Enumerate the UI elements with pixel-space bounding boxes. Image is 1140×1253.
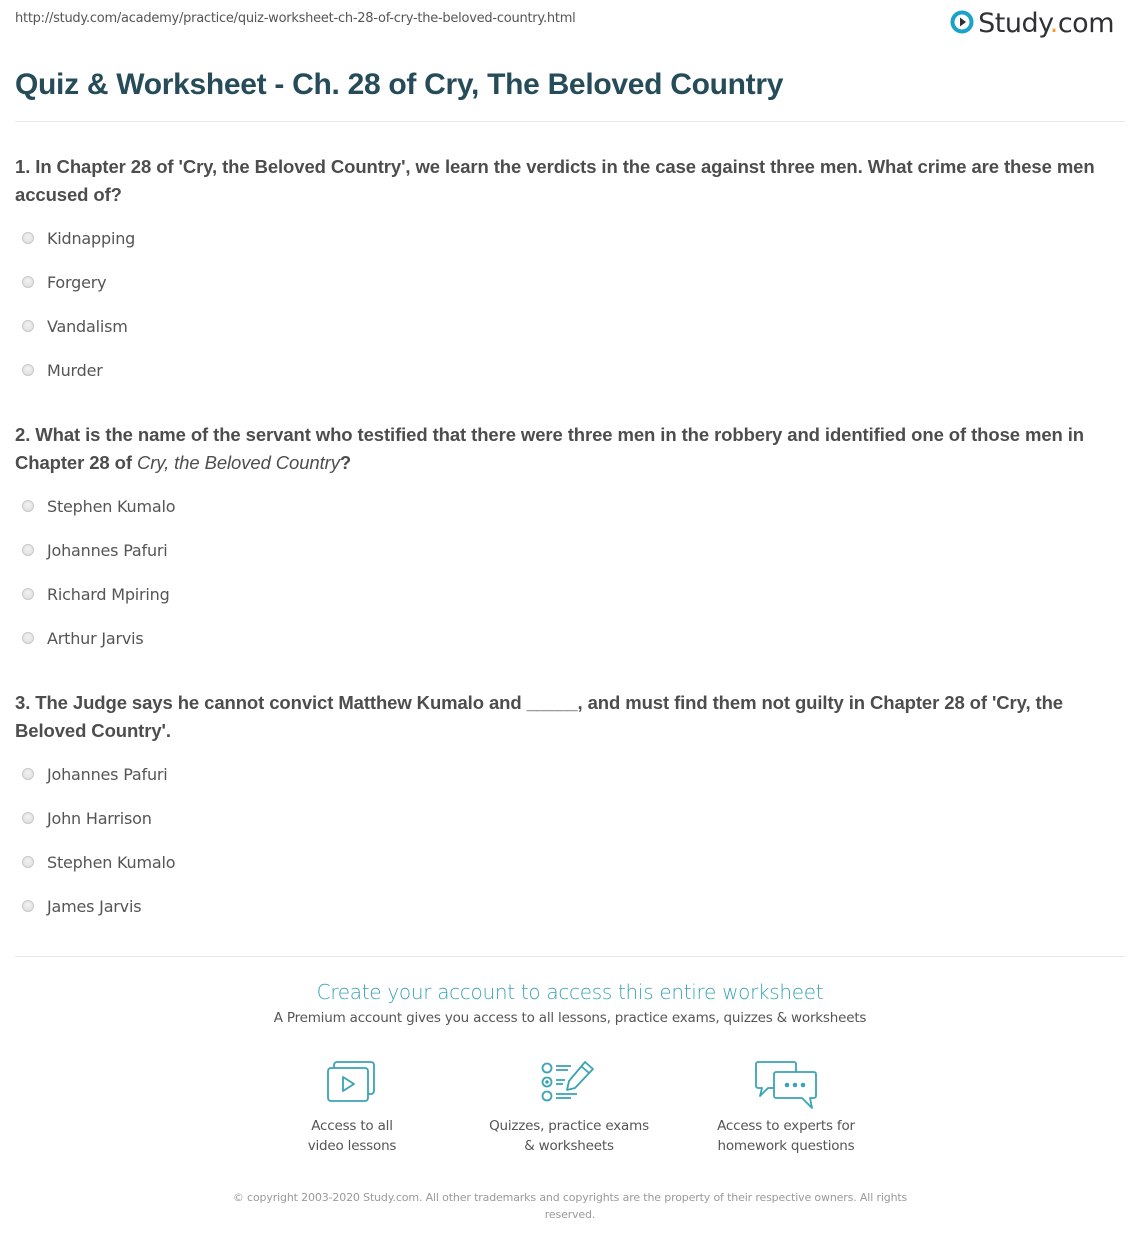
question-2: 2. What is the name of the servant who testified that there were three men in the robbery and identified one of those men in Chapter 28 of Cry, the Beloved Country? — [15, 424, 1085, 473]
radio-button[interactable] — [22, 856, 34, 868]
question-number: 1. — [15, 156, 31, 177]
radio-button[interactable] — [22, 364, 34, 376]
answer-label: Forgery — [47, 272, 107, 292]
answer-option[interactable] — [22, 894, 141, 918]
answer-option[interactable] — [22, 762, 168, 786]
question-text: What is the name of the servant who testified that there were three men in the robbery and identified one of those men in Chapter 28 of — [15, 424, 1085, 473]
radio-button[interactable] — [22, 812, 34, 824]
feature-label-line1: Quizzes, practice exams — [489, 1118, 649, 1134]
feature-label-line1: Access to all — [311, 1118, 393, 1134]
answer-option[interactable] — [22, 806, 152, 830]
answer-label: Stephen Kumalo — [47, 852, 176, 872]
study-logo[interactable] — [950, 8, 1114, 39]
radio-button[interactable] — [22, 544, 34, 556]
answer-option[interactable] — [22, 538, 168, 562]
radio-button[interactable] — [22, 588, 34, 600]
radio-button[interactable] — [22, 500, 34, 512]
question-text: The Judge says he cannot convict Matthew Kumalo and _____, and must find them not guilty in Chapter 28 of 'Cry, the Beloved Country'. — [15, 692, 1063, 741]
page-title: Quiz & Worksheet - Ch. 28 of Cry, The Beloved Country — [15, 68, 784, 101]
copyright-footer: © copyright 2003-2020 Study.com. All other trademarks and copyrights are the property of their respective owners. All rights reserved. — [232, 1191, 908, 1221]
answer-label: James Jarvis — [47, 896, 142, 916]
feature-label-line2: video lessons — [307, 1138, 397, 1154]
feature-label-line2: homework questions — [717, 1138, 855, 1154]
page-url: http://study.com/academy/practice/quiz-worksheet-ch-28-of-cry-the-beloved-country.html — [15, 11, 576, 26]
radio-button[interactable] — [22, 232, 34, 244]
question-1 — [15, 153, 1130, 209]
answer-label: Murder — [47, 360, 103, 380]
answer-option[interactable] — [22, 226, 135, 250]
answer-option[interactable] — [22, 626, 144, 650]
answer-label: Johannes Pafuri — [47, 764, 168, 784]
radio-button[interactable] — [22, 276, 34, 288]
quiz-checklist-pencil-icon — [469, 1060, 669, 1104]
answer-option[interactable] — [22, 358, 103, 382]
answer-label: Kidnapping — [47, 228, 136, 248]
answer-label: Vandalism — [47, 316, 128, 336]
radio-button[interactable] — [22, 632, 34, 644]
chat-bubbles-icon — [686, 1060, 886, 1110]
radio-button[interactable] — [22, 900, 34, 912]
feature-experts — [686, 1060, 886, 1156]
question-text: In Chapter 28 of 'Cry, the Beloved Country', we learn the verdicts in the case against three men. What crime are these men accused of? — [15, 156, 1095, 205]
feature-label-line1: Access to experts for — [717, 1118, 855, 1134]
answer-option[interactable] — [22, 582, 170, 606]
answer-label: Stephen Kumalo — [47, 496, 176, 516]
create-account-link[interactable]: Create your account to access this entire worksheet — [316, 980, 824, 1004]
answer-label: Johannes Pafuri — [47, 540, 168, 560]
answer-label: John Harrison — [47, 808, 152, 828]
feature-quizzes — [469, 1060, 669, 1156]
book-title: Cry, the Beloved Country — [136, 452, 340, 473]
radio-button[interactable] — [22, 768, 34, 780]
question-3 — [15, 689, 1130, 745]
title-divider — [15, 121, 1125, 122]
content-divider — [15, 956, 1125, 957]
answer-option[interactable] — [22, 270, 106, 294]
question-number: 2. — [15, 424, 31, 445]
answer-option[interactable] — [22, 494, 175, 518]
answer-label: Arthur Jarvis — [47, 628, 144, 648]
answer-option[interactable] — [22, 314, 128, 338]
cta-subtitle: A Premium account gives you access to all lessons, practice exams, quizzes & worksheets — [273, 1010, 867, 1026]
feature-label-line2: & worksheets — [524, 1138, 614, 1154]
logo-wordmark: Study.com — [978, 8, 1114, 39]
answer-label: Richard Mpiring — [47, 584, 170, 604]
video-lessons-icon — [252, 1060, 452, 1104]
question-number: 3. — [15, 692, 31, 713]
feature-video-lessons — [252, 1060, 452, 1156]
answer-option[interactable] — [22, 850, 175, 874]
radio-button[interactable] — [22, 320, 34, 332]
play-circle-icon — [950, 10, 974, 38]
